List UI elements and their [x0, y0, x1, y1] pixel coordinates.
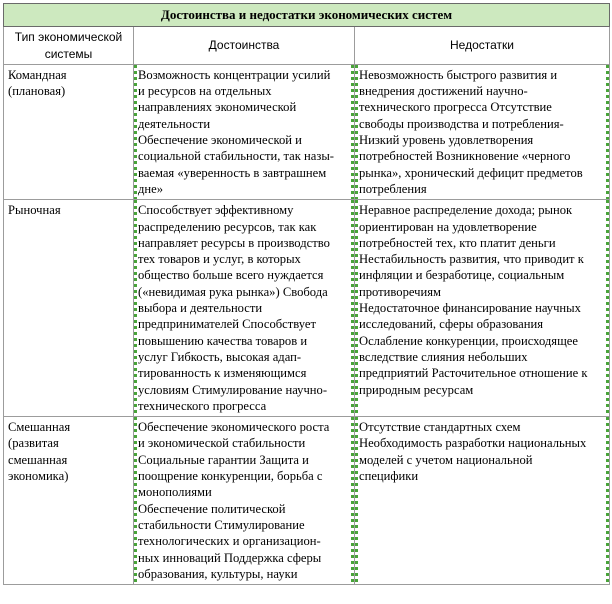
disadvantages-line: ориентирован на удовлетворение — [359, 219, 537, 234]
advantages-line: Способствует эффективному — [138, 203, 294, 218]
advantages-line: направлениях экономической — [138, 100, 297, 115]
type-line: Смешанная — [8, 420, 71, 435]
header-disadvantages: Недостатки — [355, 27, 610, 65]
advantages-line: поощрение конкуренции, борьба с — [138, 469, 323, 484]
advantages-line: общество больше всего нуждается — [138, 268, 324, 283]
disadvantages-line: Неравное распределение дохода; рынок — [359, 203, 573, 218]
disadvantages-line: технического прогресса Отсутствие — [359, 100, 552, 115]
advantages-line: распределению ресурсов, так как — [138, 219, 317, 234]
cell-type — [4, 64, 134, 199]
advantages-line: образования, культуры, науки — [138, 566, 298, 581]
advantages-line: и экономической стабильности — [138, 436, 306, 451]
advantages-line: технического прогресса — [138, 398, 267, 413]
disadvantages-line: Отсутствие стандартных схем — [359, 420, 521, 435]
type-line: (плановая) — [8, 84, 66, 99]
advantages-line: ных инноваций Поддержка сферы — [138, 550, 322, 565]
disadvantages-line: потребления — [359, 181, 427, 196]
advantages-line: деятельности — [138, 116, 211, 131]
cell-type — [4, 417, 134, 585]
disadvantages-line: Нестабильность развития, что приводит к — [359, 252, 584, 267]
type-line: Командная — [8, 67, 67, 82]
disadvantages-line: внедрения достижений научно- — [359, 84, 528, 99]
title-row — [4, 4, 610, 27]
advantages-line: тех товаров и услуг, в которых — [138, 252, 301, 267]
advantages-line: («невидимая рука рынка») Свобода — [138, 284, 328, 299]
disadvantages-line: Низкий уровень удовлетворения — [359, 133, 534, 148]
header-type-line: системы — [44, 46, 93, 61]
advantages-line: Социальные гарантии Защита и — [138, 452, 309, 467]
disadvantages-line: инфляции и безработице, социальным — [359, 268, 565, 283]
table-row — [4, 200, 610, 417]
advantages-line: Обеспечение экономической и — [138, 133, 302, 148]
cell-disadvantages — [355, 64, 610, 199]
disadvantages-line: Невозможность быстрого развития и — [359, 67, 558, 82]
disadvantages-line: потребностей тех, кто платит деньги — [359, 235, 556, 250]
disadvantages-line: Ослабление конкуренции, происходящее — [359, 333, 578, 348]
header-type-line: Тип экономической — [14, 30, 123, 45]
type-line: смешанная — [8, 452, 68, 467]
type-line: экономика) — [8, 469, 69, 484]
cell-advantages — [134, 64, 355, 199]
advantages-line: технологических и организацион- — [138, 534, 321, 549]
advantages-line: направляет ресурсы в производство — [138, 235, 330, 250]
advantages-line: повышению качества товаров и — [138, 333, 308, 348]
advantages-line: социальной стабильности, так назы- — [138, 149, 334, 164]
header-advantages: Достоинства — [134, 27, 355, 65]
advantages-line: и ресурсов на отдельных — [138, 84, 272, 99]
advantages-line: услуг Гибкость, высокая адап- — [138, 349, 302, 364]
cell-advantages — [134, 200, 355, 417]
cell-disadvantages — [355, 417, 610, 585]
cell-disadvantages — [355, 200, 610, 417]
table-row — [4, 417, 610, 585]
disadvantages-line: свободы производства и потребления- — [359, 116, 564, 131]
header-type — [4, 27, 134, 65]
table-title: Достоинства и недостатки экономических систем — [4, 4, 610, 27]
advantages-line: Обеспечение экономического роста — [138, 420, 330, 435]
type-line: (развитая — [8, 436, 59, 451]
table-body — [4, 64, 610, 584]
disadvantages-line: рынка», хронический дефицит предметов — [359, 165, 583, 180]
disadvantages-line: моделей с учетом национальной — [359, 452, 533, 467]
advantages-line: тированность к изменяющимся — [138, 366, 307, 381]
disadvantages-line: исследований, сферы образования — [359, 317, 544, 332]
header-row — [4, 27, 610, 65]
disadvantages-line: потребностей Возникновение «черного — [359, 149, 571, 164]
disadvantages-line: Необходимость разработки национальных — [359, 436, 587, 451]
advantages-line: Обеспечение политической — [138, 501, 286, 516]
disadvantages-line: предприятий Расточительное отношение к — [359, 366, 588, 381]
disadvantages-line: вследствие слияния небольших — [359, 349, 528, 364]
disadvantages-line: противоречиям — [359, 284, 441, 299]
disadvantages-line: Недостаточное финансирование научных — [359, 301, 581, 316]
cell-advantages — [134, 417, 355, 585]
advantages-line: монополиями — [138, 485, 212, 500]
cell-type — [4, 200, 134, 417]
economic-systems-table — [3, 3, 610, 585]
advantages-line: Возможность концентрации усилий — [138, 67, 331, 82]
advantages-line: стабильности Стимулирование — [138, 517, 305, 532]
advantages-line: условиям Стимулирование научно- — [138, 382, 328, 397]
advantages-line: ваемая «уверенность в завтрашнем — [138, 165, 327, 180]
advantages-line: выбора и деятельности — [138, 301, 263, 316]
advantages-line: дне» — [138, 181, 164, 196]
disadvantages-line: природным ресурсам — [359, 382, 474, 397]
disadvantages-line: специфики — [359, 469, 419, 484]
advantages-line: предпринимателей Способствует — [138, 317, 317, 332]
table-row — [4, 64, 610, 199]
type-line: Рыночная — [8, 203, 61, 218]
